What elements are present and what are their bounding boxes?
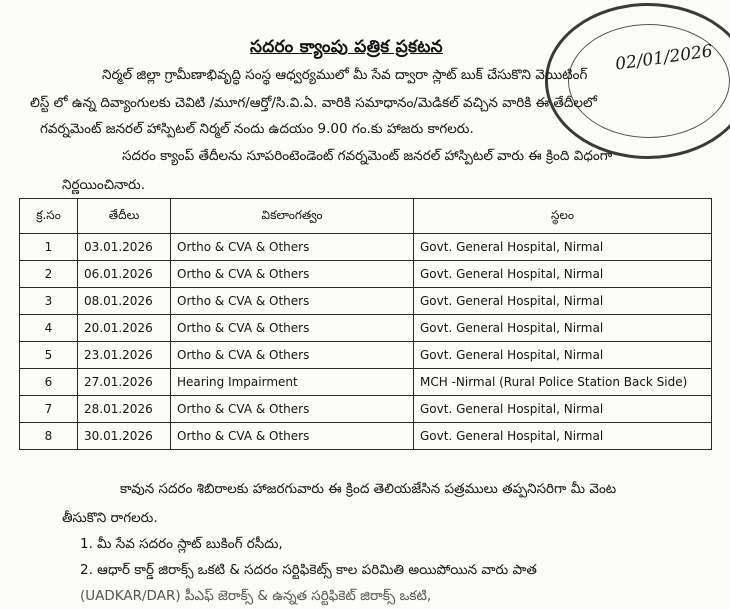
- required-document-item: (UADKAR/DAR) పీఎఫ్ జెరాక్స్ & ఉన్నత సర్టిఫికెట్ జిరాక్స్ ఒకటి,: [80, 588, 432, 604]
- row-disability-type: Ortho & CVA & Others: [171, 342, 414, 369]
- row-disability-type: Ortho & CVA & Others: [171, 396, 414, 423]
- row-disability-type: Ortho & CVA & Others: [171, 234, 414, 261]
- row-date: 20.01.2026: [78, 315, 171, 342]
- row-serial-number: 5: [20, 342, 78, 369]
- required-document-item: 1. మీ సేవ సదరం స్లాట్ బుకింగ్ రసీదు,: [80, 536, 283, 552]
- row-serial-number: 2: [20, 261, 78, 288]
- row-serial-number: 4: [20, 315, 78, 342]
- row-venue: Govt. General Hospital, Nirmal: [414, 342, 712, 369]
- row-serial-number: 3: [20, 288, 78, 315]
- row-date: 03.01.2026: [78, 234, 171, 261]
- table-row: [20, 342, 712, 369]
- required-document-item: 2. ఆధార్ కార్డ్ జిరాక్స్ ఒకటి & సదరం సర్టిఫికెట్స్ కాల పరిమితి అయిపోయిన వారు పాత: [80, 562, 537, 578]
- footer-line: కావున సదరం శిబిరాలకు హాజరగువారు ఈ క్రింద తెలియజేసిన పత్రములు తప్పనిసరిగా మీ వెంట: [120, 481, 617, 497]
- row-disability-type: Hearing Impairment: [171, 369, 414, 396]
- row-disability-type: Ortho & CVA & Others: [171, 288, 414, 315]
- row-venue: Govt. General Hospital, Nirmal: [414, 423, 712, 450]
- table-row: [20, 288, 712, 315]
- stamp-date: 02/01/2026: [614, 41, 714, 75]
- notice-title: సదరం క్యాంపు పత్రిక ప్రకటన: [250, 37, 443, 57]
- table-row: [20, 261, 712, 288]
- row-serial-number: 1: [20, 234, 78, 261]
- row-disability-type: Ortho & CVA & Others: [171, 423, 414, 450]
- table-row: [20, 369, 712, 396]
- header-serial-number: క్ర.సం: [20, 199, 78, 234]
- header-disability-type: వికలాంగత్వం: [171, 199, 414, 234]
- row-venue: Govt. General Hospital, Nirmal: [414, 315, 712, 342]
- row-serial-number: 6: [20, 369, 78, 396]
- row-venue: MCH -Nirmal (Rural Police Station Back Side): [414, 369, 712, 396]
- row-disability-type: Ortho & CVA & Others: [171, 315, 414, 342]
- notice-paragraph-line: లిస్ట్ లో ఉన్న దివ్యాంగులకు చెవిటి /మూగ/ఆర్తో/సి.వి.ఏ. వారికి సమాధానం/మెడికల్ వచ్చిన వారికి ఈ తేదీలలో: [30, 95, 597, 111]
- row-date: 23.01.2026: [78, 342, 171, 369]
- notice-paragraph-line: నిర్మల్ జిల్లా గ్రామీణాభివృద్ధి సంస్థ ఆధ్వర్యములో మీ సేవ ద్వారా స్లాట్ బుక్ చేసుకొని వెయిటింగ్: [102, 67, 588, 83]
- row-venue: Govt. General Hospital, Nirmal: [414, 234, 712, 261]
- header-venue: స్థలం: [414, 199, 712, 234]
- row-date: 08.01.2026: [78, 288, 171, 315]
- row-disability-type: Ortho & CVA & Others: [171, 261, 414, 288]
- row-serial-number: 8: [20, 423, 78, 450]
- notice-paragraph-line: గవర్నమెంట్ జనరల్ హాస్పిటల్ నిర్మల్ నందు ఉదయం 9.00 గం.కు హాజరు కాగలరు.: [40, 121, 474, 137]
- table-row: [20, 234, 712, 261]
- header-date: తేదీలు: [78, 199, 171, 234]
- row-venue: Govt. General Hospital, Nirmal: [414, 288, 712, 315]
- row-date: 06.01.2026: [78, 261, 171, 288]
- row-date: 28.01.2026: [78, 396, 171, 423]
- row-venue: Govt. General Hospital, Nirmal: [414, 396, 712, 423]
- table-row: [20, 396, 712, 423]
- row-venue: Govt. General Hospital, Nirmal: [414, 261, 712, 288]
- row-serial-number: 7: [20, 396, 78, 423]
- table-row: [20, 423, 712, 450]
- notice-paragraph-line: సదరం క్యాంప్ తేదీలను సూపరింటెండెంట్ గవర్నమెంట్ జనరల్ హాస్పిటల్ వారు ఈ క్రింది విధంగా: [122, 148, 613, 164]
- row-date: 30.01.2026: [78, 423, 171, 450]
- row-date: 27.01.2026: [78, 369, 171, 396]
- camp-schedule-table: [19, 198, 712, 450]
- table-header-row: [20, 199, 712, 234]
- notice-paragraph-line: నిర్ణయించినారు.: [62, 177, 146, 193]
- table-row: [20, 315, 712, 342]
- footer-line: తీసుకొని రాగలరు.: [62, 510, 158, 526]
